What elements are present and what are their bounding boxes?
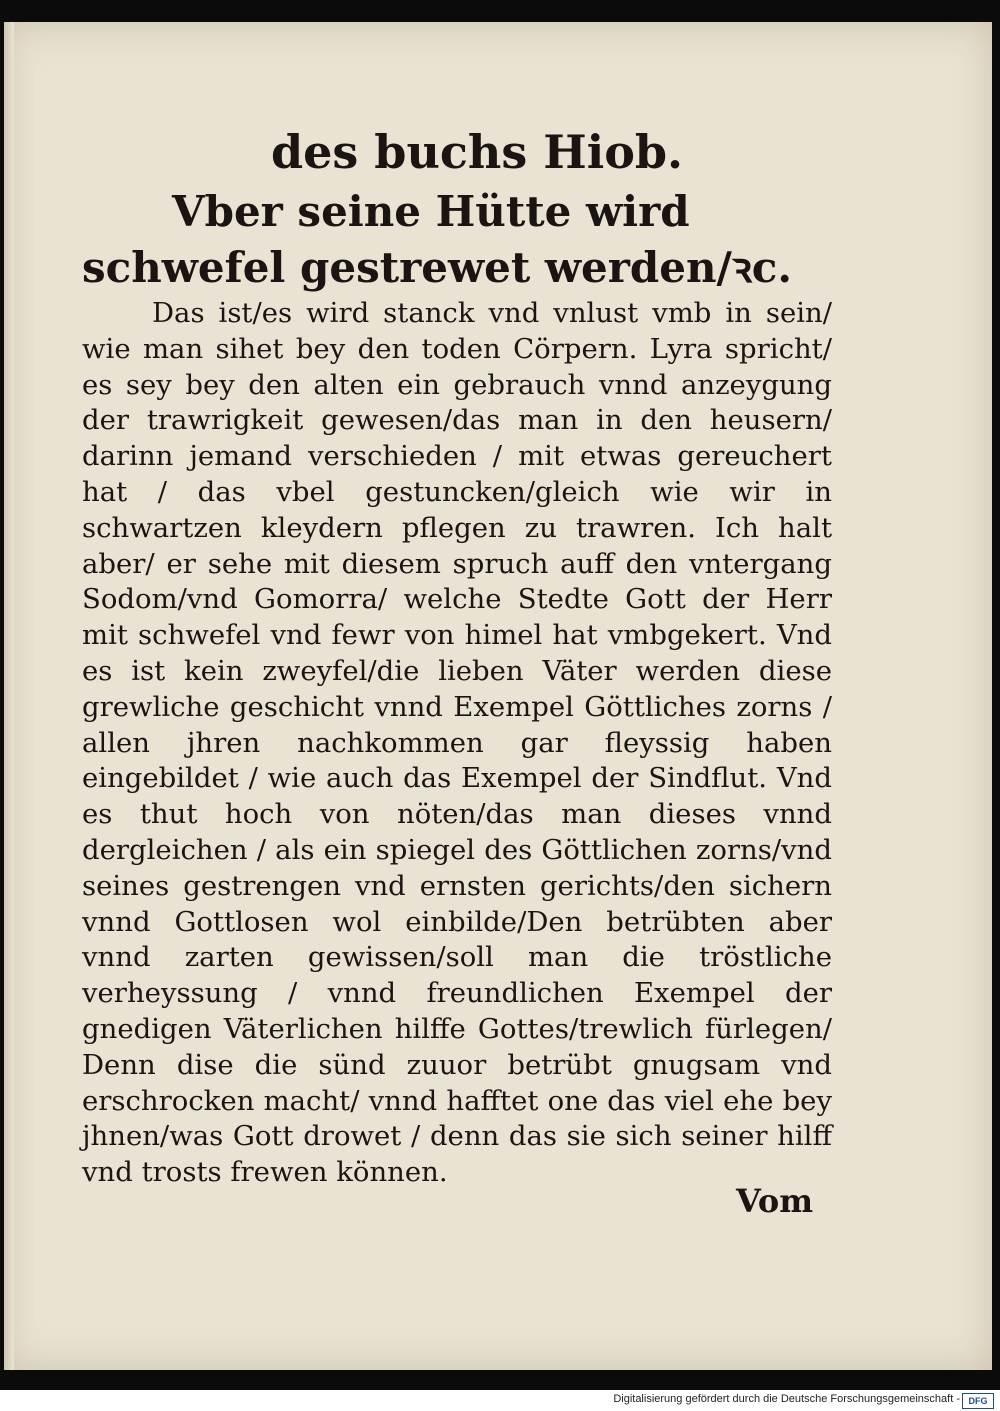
body-paragraph: Das ist/es wird stanck vnd vnlust vmb in sein/ wie man sihet bey den toden Cörpern. Lyra spricht/ es sey bey den alten ein gebrauch vnnd anzeygung der trawrigkeit gewesen/das man in den heusern/ darinn jemand verschieden / mit etwas gereuchert hat / das vbel gestuncken/gleich wie wir in schwartzen kleydern pflegen zu trawren. Ich halt aber/ er sehe mit diesem spruch auff den vntergang Sodom/vnd Gomorra/ welche Stedte Gott der Herr mit schwefel vnd fewr von himel hat vmbgekert. Vnd es ist kein zweyfel/die lieben Väter werden diese grewliche geschicht vnnd Exempel Göttliches zorns / allen jhren nachkommen gar fleyssig haben eingebildet / wie auch das Exempel der Sindflut. Vnd es thut hoch von nöten/das man dieses vnnd dergleichen / als ein spiegel des Göttlichen zorns/vnd seines gestrengen vnd ernsten gerichts/den sichern vnnd Gottlosen wol einbilde/Den betrübten aber vnnd zarten gewissen/soll man die tröstliche verheyssung / vnnd freundlichen Exempel der gnedigen Väterlichen hilffe Gottes/trewlich fürlegen/ Denn dise die sünd zuuor betrübt gnugsam vnd erschrocken macht/ vnnd hafftet one das viel ehe bey jhnen/was Gott drowet / denn das sie sich seiner hilff vnd trosts frewen können. (82, 297, 832, 1189)
digitization-footer (0, 1390, 1000, 1411)
funding-credit: Digitalisierung gefördert durch die Deutsche Forschungsgemeinschaft - (613, 1393, 960, 1405)
running-head: des buchs Hiob. (270, 125, 684, 179)
page-gutter (4, 22, 14, 1370)
verse-heading: Vber seine Hütte wird schwefel gestrewet werden/ꝛc. (82, 187, 792, 292)
book-page (4, 22, 992, 1370)
page-content (82, 120, 832, 1191)
dfg-logo-icon: DFG (962, 1393, 994, 1409)
catchword: Vom (736, 1182, 814, 1220)
